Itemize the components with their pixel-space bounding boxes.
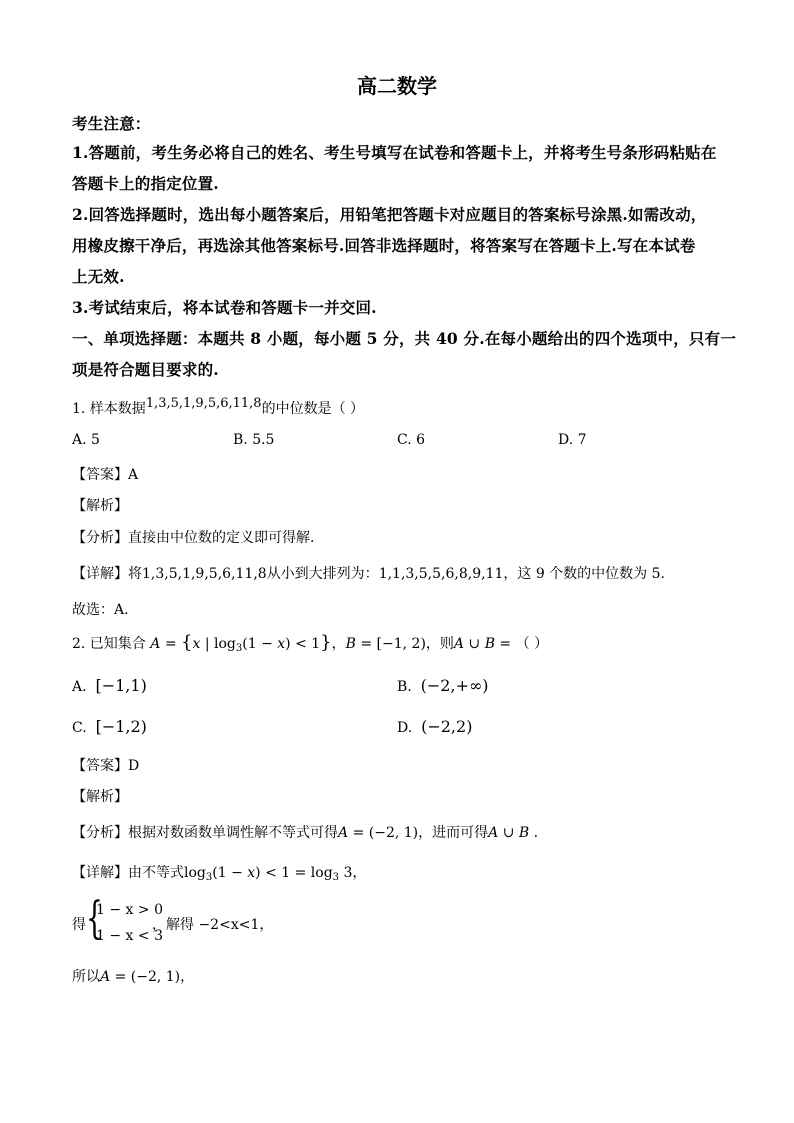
option-a-label: A. xyxy=(72,679,87,695)
notice-item-2-line-1: 2.回答选择题时，选出每小题答案后，用铅笔把答题卡对应题目的答案标号涂黑.如需改动， xyxy=(72,205,707,224)
question-2-option-d xyxy=(397,717,472,736)
detail-text-a: 由不等式 xyxy=(128,865,184,881)
system-line-1: 1 − x > 0 xyxy=(96,902,163,918)
option-b-value: (−2,+∞) xyxy=(420,676,489,695)
question-1-choose: 故选：A. xyxy=(72,602,129,618)
notice-item-1-line-1: 1.答题前，考生务必将自己的姓名、考生号填写在试卷和答题卡上，并将考生号条形码粘贴在 xyxy=(72,143,717,162)
option-a-value: [−1,1) xyxy=(95,676,147,695)
question-2-answer xyxy=(72,755,139,775)
question-2-option-c xyxy=(72,717,147,736)
notice-item-3: 3.考试结束后，将本试卷和答题卡一并交回. xyxy=(72,298,377,317)
question-2-fenxi: 【分析】根据对数函数单调性解不等式可得A = (−2, 1)，进而可得A ∪ B . xyxy=(72,825,539,841)
question-1-detail xyxy=(72,563,665,583)
question-2-then: ，则 xyxy=(425,636,454,652)
detail-sorted: 1,1,3,5,5,6,8,9,11 xyxy=(378,566,504,582)
question-1-option-b: B. 5.5 xyxy=(233,432,275,448)
detail-text-c: ，这 9 个数的中位数为 5. xyxy=(503,566,665,582)
section-1-line-1: 一、单项选择题：本题共 8 小题，每小题 5 分，共 40 分.在每小题给出的四个选项中，只有一 xyxy=(72,329,737,348)
detail-data: 1,3,5,1,9,5,6,11,8 xyxy=(142,566,267,582)
question-1 xyxy=(72,398,364,418)
detail-text-b: 从小到大排列为： xyxy=(266,566,379,582)
option-c-label: C. xyxy=(72,720,87,736)
question-2-option-a xyxy=(72,676,147,695)
system-line-2: 1 − x < 3 xyxy=(96,928,163,944)
page-title: 高二数学 xyxy=(357,74,437,98)
question-2-analysis-tag: 【解析】 xyxy=(72,789,128,805)
question-2-end: （ ） xyxy=(515,636,549,652)
system-brace: { xyxy=(86,893,103,944)
option-b-label: B. xyxy=(397,679,412,695)
notice-heading: 考生注意： xyxy=(72,114,151,133)
question-2-conclusion: 所以A = (−2, 1)， xyxy=(72,969,195,985)
question-2-detail: 【详解】由不等式$\log_3(1 - x) < 1 = \log_3 3$， xyxy=(72,865,367,883)
question-2-option-b xyxy=(397,676,489,695)
question-1-data: 1,3,5,1,9,5,6,11,8 xyxy=(145,396,262,411)
question-1-option-d: D. 7 xyxy=(558,432,587,448)
detail-text-a: 将 xyxy=(128,566,142,582)
question-1-answer xyxy=(72,464,138,484)
option-d-value: (−2,2) xyxy=(421,717,473,736)
conclusion-so: 所以 xyxy=(72,969,100,985)
question-1-suffix: 的中位数是（ ） xyxy=(261,401,365,417)
answer-value: A xyxy=(128,467,139,483)
fenxi-text-b: ，进而可得 xyxy=(418,825,489,841)
notice-item-2-line-3: 上无效. xyxy=(72,267,125,286)
question-2-prefix: 2. 已知集合 xyxy=(72,636,146,652)
question-1-option-c: C. 6 xyxy=(397,432,426,448)
notice-item-1-line-2: 答题卡上的指定位置. xyxy=(72,174,219,193)
question-1-prefix: 1. 样本数据 xyxy=(72,401,146,417)
option-c-value: [−1,2) xyxy=(95,717,147,736)
section-1-line-2: 项是符合题目要求的. xyxy=(72,360,219,379)
answer-tag: 【答案】 xyxy=(72,758,128,774)
system-solve: ，解得 −2<x<1， xyxy=(152,917,274,933)
fenxi-text: 直接由中位数的定义即可得解. xyxy=(128,530,315,546)
question-2: 2. 已知集合 A = {x | $\log_3(1 - x) < 1$}，B = [−1, 2)，则A ∪ B = （ ） xyxy=(72,632,549,654)
option-d-label: D. xyxy=(397,720,413,736)
answer-tag: 【答案】 xyxy=(72,467,128,483)
conclusion-comma: ， xyxy=(180,969,195,985)
question-1-analysis-tag: 【解析】 xyxy=(72,498,128,514)
fenxi-tag: 【分析】 xyxy=(72,825,128,841)
question-1-fenxi xyxy=(72,527,314,547)
question-1-option-a: A. 5 xyxy=(72,432,100,448)
fenxi-tag: 【分析】 xyxy=(72,530,128,546)
fenxi-text-a: 根据对数函数单调性解不等式可得 xyxy=(128,825,338,841)
system-de: 得 xyxy=(72,917,86,933)
detail-tag: 【详解】 xyxy=(72,865,128,881)
notice-item-2-line-2: 用橡皮擦干净后，再选涂其他答案标号.回答非选择题时，将答案写在答题卡上.写在本试卷 xyxy=(72,236,696,255)
detail-tag: 【详解】 xyxy=(72,566,128,582)
answer-value: D xyxy=(128,758,140,774)
